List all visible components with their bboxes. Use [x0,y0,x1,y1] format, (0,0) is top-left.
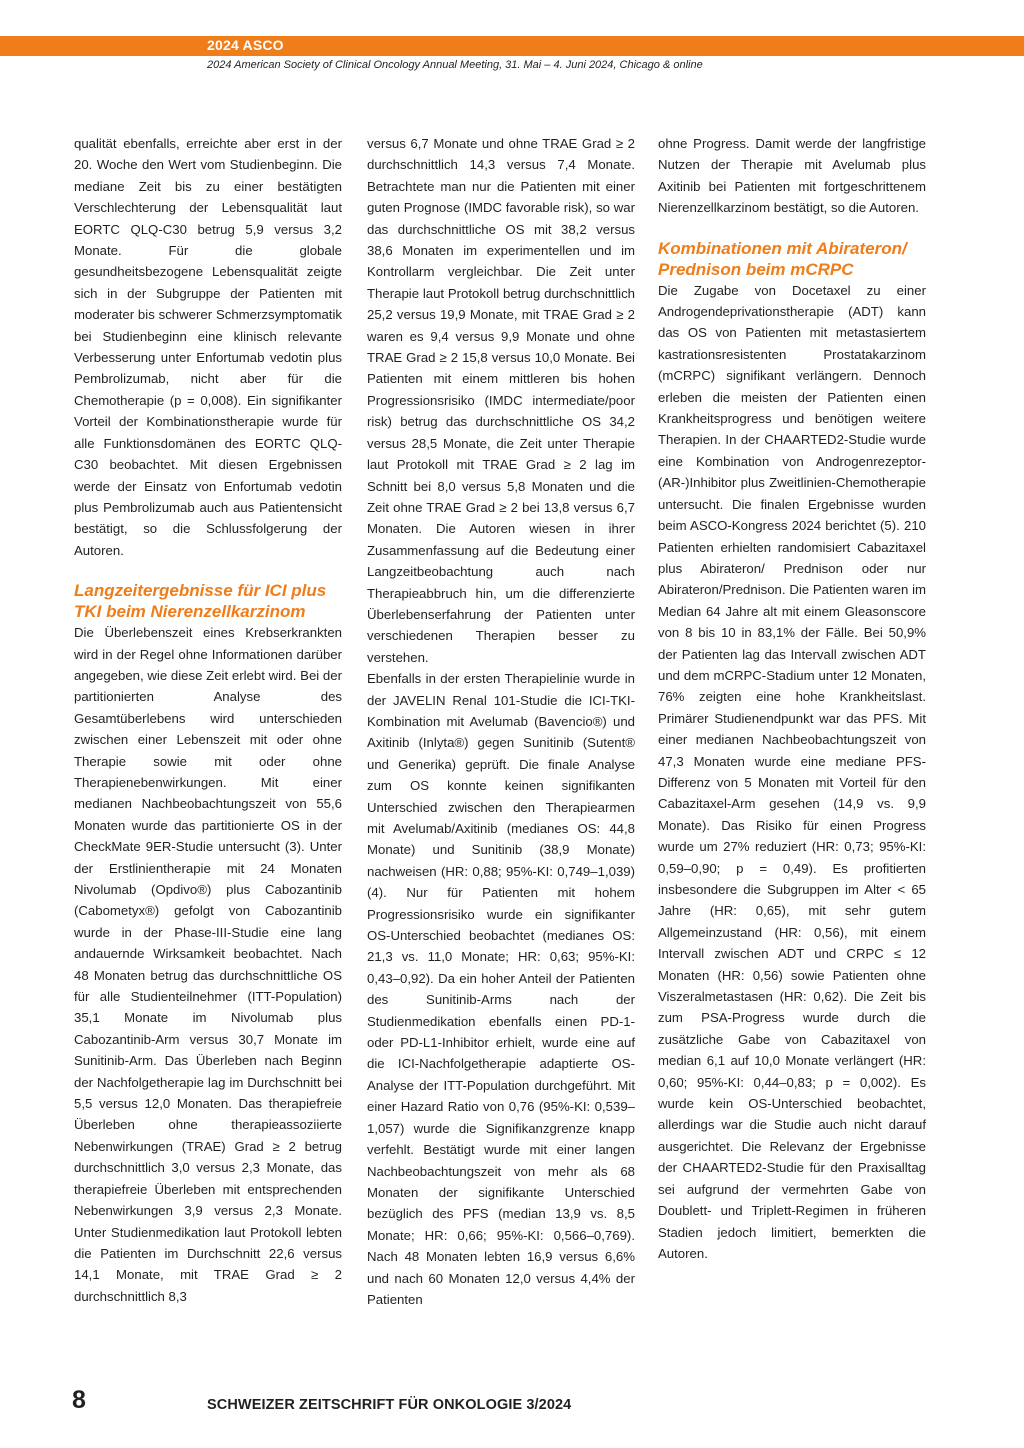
paragraph: Die Zugabe von Docetaxel zu einer Androgendeprivationstherapie (ADT) kann das OS von Patienten mit metastasiertem kastrationsresistenten Prostatakarzinom (mCRPC) signifikant verlängern. Dennoch erleben die meisten der Patienten einen Krankheitsprogress und benötigen weitere Therapien. In der CHAARTED2-Studie wurde eine Kombination von Androgenrezeptor- (AR-)Inhibitor plus Zweitlinien-Chemotherapie untersucht. Die finalen Ergebnisse wurden beim ASCO-Kongress 2024 berichtet (5). 210 Patienten erhielten randomisiert Cabazitaxel plus Abirateron/ Prednison oder nur Abirateron/Prednison. Die Patienten waren im Median 64 Jahre alt mit einem Gleasonscore von 8 bis 10 in 83,1% der Fälle. Bei 50,9% der Patienten lag das Intervall zwischen ADT und dem mCRPC-Stadium unter 12 Monaten, 76% zeigten eine hohe Krankheitslast. Primärer Studienendpunkt war das PFS. Mit einer medianen Nachbeobachtungszeit von 47,3 Monaten wurde eine mediane PFS-Differenz von 5 Monaten mit Vorteil für den Cabazitaxel-Arm gesehen (14,9 vs. 9,9 Monate). Das Risiko für einen Progress wurde um 27% reduziert (HR: 0,73; 95%-KI: 0,59–0,90; p = 0,49). Es profitierten insbesondere die Subgruppen im Alter < 65 Jahre (HR: 0,65), mit sehr gutem Allgemeinzustand (HR: 0,56), mit einem Intervall zwischen ADT und CRPC ≤ 12 Monaten (HR: 0,56) sowie Patienten ohne Viszeralmetastasen (HR: 0,62). Die Zeit bis zum PSA-Progress wurde durch die zusätzliche Gabe von Cabazitaxel von median 6,1 auf 10,0 Monate verlängert (HR: 0,60; 95%-KI: 0,44–0,83; p = 0,002). Es wurde kein OS-Unterschied beobachtet, allerdings war die Studie auch nicht darauf ausgerichtet. Die Relevanz der Ergebnisse der CHAARTED2-Studie für den Praxisalltag sei aufgrund der vermehrten Gabe von Doublett- und Triplett-Regimen in früheren Stadien jedoch limitiert, bemerkten die Autoren. [658,282,926,1261]
text-column-3 [658,133,926,1264]
text-column-1 [74,133,342,1307]
section-heading: Langzeitergebnisse für ICI plus TKI beim Nierenzellkarzinom [74,581,327,622]
header-bar [0,36,1024,56]
paragraph: qualität ebenfalls, erreichte aber erst in der 20. Woche den Wert vom Studienbeginn. Die mediane Zeit bis zu einer bestätigten Verschlechterung der Lebensqualität laut EORTC QLQ-C30 betrug 5,9 versus 3,2 Monate. Für die globale gesundheitsbezogene Lebensqualität zeigte sich in der Subgruppe der Patienten mit moderater bis schwerer Schmerzsymptomatik bei Studienbeginn eine klinisch relevante Verbesserung unter Enfortumab vedotin plus Pembrolizumab, nicht aber für die Chemotherapie (p = 0,008). Ein signifikanter Vorteil der Kombinationstherapie wurde für alle Funktionsdomänen des EORTC QLQ-C30 beobachtet. Mit diesen Ergebnissen werde der Einsatz von Enfortumab vedotin plus Pembrolizumab auch aus Patientensicht bestätigt, so die Schlussfolgerung der Autoren. [74,136,342,558]
section-title: 2024 ASCO [207,37,284,53]
page-number: 8 [72,1386,86,1414]
paragraph: ohne Progress. Damit werde der langfristige Nutzen der Therapie mit Avelumab plus Axitinib bei Patienten mit fortgeschrittenem Nierenzellkarzinom bestätigt, so die Autoren. [658,136,926,216]
paragraph: versus 6,7 Monate und ohne TRAE Grad ≥ 2 durchschnittlich 14,3 versus 7,4 Monate. Betrachtete man nur die Patienten mit einer guten Prognose (IMDC favorable risk), so war das durchschnittliche OS mit 38,2 versus 38,6 Monaten im experimentellen und im Kontrollarm vergleichbar. Die Zeit unter Therapie laut Protokoll betrug durchschnittlich 25,2 versus 19,9 Monate, mit TRAE Grad ≥ 2 waren es 9,4 versus 9,9 Monate und ohne TRAE Grad ≥ 2 15,8 versus 10,0 Monate. Bei Patienten mit einem mittleren bis hohen Progressionsrisiko (IMDC intermediate/poor risk) betrug das durchschnittliche OS 34,2 versus 28,5 Monate, die Zeit unter Therapie laut Protokoll mit TRAE Grad ≥ 2 lag im Schnitt bei 8,0 versus 5,8 Monaten und die Zeit ohne TRAE Grad ≥ 2 bei 13,8 versus 6,7 Monaten. Die Autoren wiesen in ihrer Zusammenfassung auf die Bedeutung einer Langzeitbeobachtung auch nach Therapieabbruch hin, um die differenzierte Überlebenserfahrung der Patienten unter verschiedenen Therapien besser zu verstehen. [367,136,635,665]
section-heading: Kombinationen mit Abirateron/ Prednison beim mCRPC [658,238,907,279]
conference-subtitle: 2024 American Society of Clinical Oncology Annual Meeting, 31. Mai – 4. Juni 2024, Chicago & online [207,59,703,71]
paragraph: Die Überlebenszeit eines Krebserkrankten wird in der Regel ohne Informationen darüber angegeben, wie diese Zeit erlebt wird. Bei der partitionierten Analyse des Gesamtüberlebens wird unterschieden zwischen einer Lebenszeit mit oder ohne Therapie sowie mit oder ohne Therapienebenwirkungen. Mit einer medianen Nachbeobachtungszeit von 55,6 Monaten wurde das partitionierte OS in der CheckMate 9ER-Studie untersucht (3). Unter der Erstlinientherapie mit 24 Monaten Nivolumab (Opdivo®) plus Cabozantinib (Cabometyx®) gefolgt von Cabozantinib wurde in der Phase-III-Studie eine lang andauernde Wirksamkeit beobachtet. Nach 48 Monaten betrug das durchschnittliche OS für alle Studienteilnehmer (ITT-Population) 35,1 Monate im Nivolumab plus Cabozantinib-Arm versus 30,7 Monate im Sunitinib-Arm. Das Überleben nach Beginn der Nachfolgetherapie lag im Durchschnitt bei 5,5 versus 12,0 Monaten. Das therapiefreie Überleben ohne therapieassoziierte Nebenwirkungen (TRAE) Grad ≥ 2 betrug durchschnittlich 3,0 versus 2,3 Monate, das therapiefreie Überleben mit entsprechenden Nebenwirkungen 3,9 versus 2,3 Monate. Unter Studienmedikation laut Protokoll lebten die Patienten im Durchschnitt 22,6 versus 14,1 Monate, mit TRAE Grad ≥ 2 durchschnittlich 8,3 [74,625,342,1304]
text-column-2 [367,133,635,1310]
journal-footer: SCHWEIZER ZEITSCHRIFT FÜR ONKOLOGIE 3/2024 [207,1397,572,1413]
paragraph: Ebenfalls in der ersten Therapielinie wurde in der JAVELIN Renal 101-Studie die ICI-TKI-Kombination mit Avelumab (Bavencio®) und Axitinib (Inlyta®) gegen Sunitinib (Sutent® und Generika) geprüft. Die finale Analyse zum OS konnte keinen signifikanten Unterschied zwischen den Therapiearmen mit Avelumab/Axitinib (medianes OS: 44,8 Monate) und Sunitinib (38,9 Monate) nachweisen (HR: 0,88; 95%-KI: 0,749–1,039) (4). Nur für Patienten mit hohem Progressionsrisiko wurde ein signifikanter OS-Unterschied beobachtet (medianes OS: 21,3 vs. 11,0 Monate; HR: 0,63; 95%-KI: 0,43–0,92). Da ein hoher Anteil der Patienten des Sunitinib-Arms nach der Studienmedikation ebenfalls einen PD-1- oder PD-L1-Inhibitor erhielt, wurde eine auf die ICI-Nachfolgetherapie adaptierte OS-Analyse der ITT-Population durchgeführt. Mit einer Hazard Ratio von 0,76 (95%-KI: 0,539–1,057) wurde die Signifikanzgrenze knapp verfehlt. Bestätigt wurde mit einer langen Nachbeobachtungszeit von mehr als 68 Monaten der signifikante Unterschied bezüglich des PFS (median 13,9 vs. 8,5 Monate; HR: 0,66; 95%-KI: 0,566–0,769). Nach 48 Monaten lebten 16,9 versus 6,6% und nach 60 Monaten 12,0 versus 4,4% der Patienten [367,671,635,1307]
